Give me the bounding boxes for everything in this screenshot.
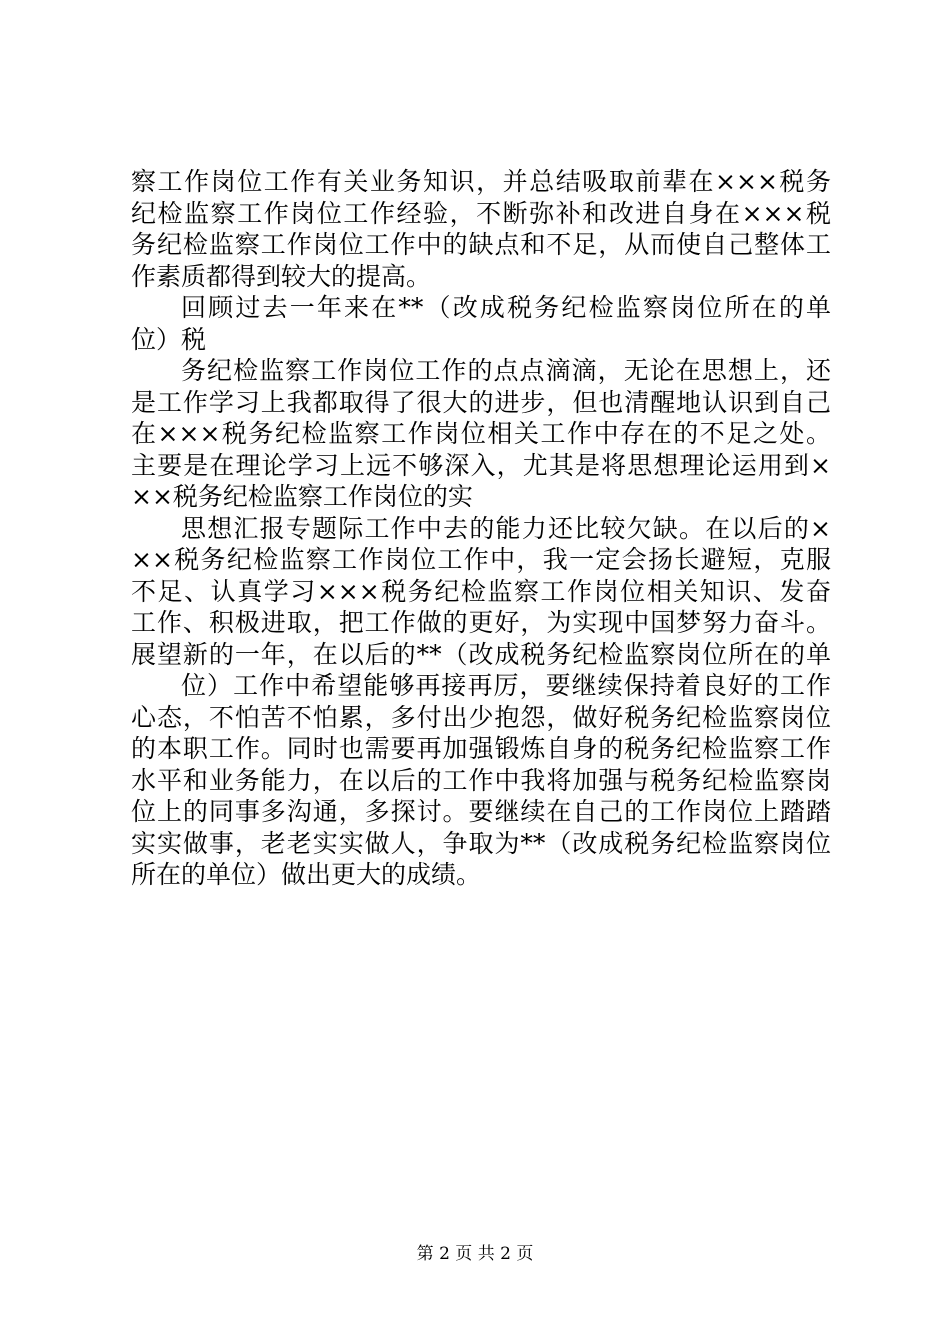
text-line: 务纪检监察工作岗位工作中的缺点和不足，从而使自己整体工 — [131, 230, 831, 259]
text-line: 察工作岗位工作有关业务知识，并总结吸取前辈在×××税务 — [131, 167, 831, 196]
text-line: ××税务纪检监察工作岗位的实 — [131, 482, 473, 511]
document-body — [131, 166, 831, 891]
text-line: 位）税 — [131, 324, 207, 354]
text-line: 水平和业务能力，在以后的工作中我将加强与税务纪检监察岗 — [131, 765, 831, 795]
text-line: 作素质都得到较大的提高。 — [131, 261, 432, 291]
text-line: 实实做事，老老实实做人，争取为**（改成税务纪检监察岗位 — [131, 828, 831, 858]
text-line: 展望新的一年，在以后的**（改成税务纪检监察岗位所在的单 — [131, 639, 831, 669]
text-line: 是工作学习上我都取得了很大的进步，但也清醒地认识到自己 — [131, 387, 831, 417]
text-line: 思想汇报专题际工作中去的能力还比较欠缺。在以后的× — [181, 513, 831, 543]
text-line: 所在的单位）做出更大的成绩。 — [131, 860, 482, 889]
text-line: 不足、认真学习×××税务纪检监察工作岗位相关知识、发奋 — [131, 576, 831, 606]
text-line: 纪检监察工作岗位工作经验，不断弥补和改进自身在×××税 — [131, 198, 831, 228]
text-line: 心态，不怕苦不怕累，多付出少抱怨，做好税务纪检监察岗位 — [131, 702, 831, 732]
text-line: 位）工作中希望能够再接再厉，要继续保持着良好的工作 — [181, 671, 831, 700]
text-line: 工作、积极进取，把工作做的更好，为实现中国梦努力奋斗。 — [131, 608, 831, 637]
text-line: 主要是在理论学习上远不够深入，尤其是将思想理论运用到× — [131, 450, 831, 480]
text-line: 的本职工作。同时也需要再加强锻炼自身的税务纪检监察工作 — [131, 734, 831, 763]
text-line: 务纪检监察工作岗位工作的点点滴滴，无论在思想上，还 — [181, 356, 831, 385]
page-footer: 第 2 页 共 2 页 — [416, 1244, 534, 1264]
text-line: 位上的同事多沟通，多探讨。要继续在自己的工作岗位上踏踏 — [131, 797, 831, 826]
text-line: ××税务纪检监察工作岗位工作中，我一定会扬长避短，克服 — [131, 545, 831, 574]
text-line: 在×××税务纪检监察工作岗位相关工作中存在的不足之处。 — [131, 419, 831, 448]
text-line: 回顾过去一年来在**（改成税务纪检监察岗位所在的单 — [181, 293, 831, 322]
